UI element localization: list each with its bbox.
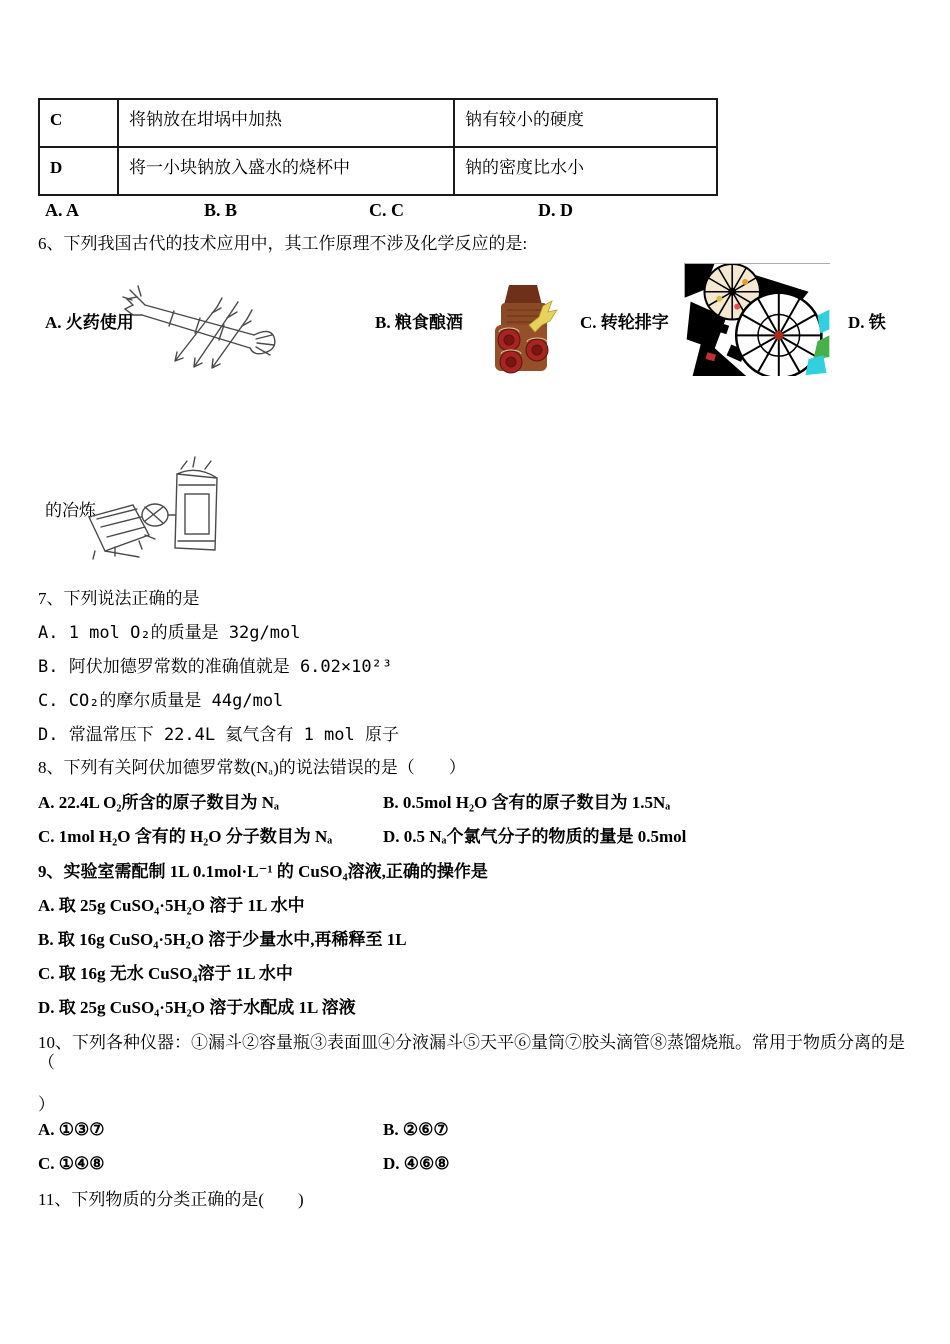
q8-options [38,793,920,847]
q10-option-d: D. ④⑥⑧ [383,1154,450,1173]
q7-option-a: A. 1 mol O₂的质量是 32g/mol [38,623,301,643]
q11-question-text: 11、下列物质的分类正确的是( ) [38,1190,304,1209]
q9-option-c: C. 取 16g 无水 CuSO₄溶于 1L 水中 [38,964,293,983]
q9-option-b: B. 取 16g CuSO₄·5H₂O 溶于少量水中,再稀释至 1L [38,930,407,949]
q6-figures [38,254,920,584]
q5-option-d: D. D [538,200,573,220]
wine-vessel-image [478,283,572,375]
q7-option-d: D. 常温常压下 22.4L 氦气含有 1 mol 原子 [38,725,399,745]
q6-option-c-label: C. 转轮排字 [580,313,669,332]
q10-question-wrap: ） [38,1095,55,1114]
q8-option-c: C. 1mol H₂O 含有的 H₂O 分子数目为 Nₐ [38,827,333,846]
q5-option-c: C. C [369,200,404,220]
table-cell-operation: 将钠放在坩埚中加热 [118,99,454,147]
table-row [39,99,717,147]
q10-option-a: A. ①③⑦ [38,1120,105,1139]
table-cell-conclusion: 钠有较小的硬度 [454,99,717,147]
table-cell-operation: 将一小块钠放入盛水的烧杯中 [118,147,454,195]
q9-option-d: D. 取 25g CuSO₄·5H₂O 溶于水配成 1L 溶液 [38,998,356,1017]
fire-dragon-rocket-image [112,269,292,369]
iron-smelting-image [75,454,235,564]
table-cell-option-letter: D [39,147,118,195]
q6-option-b-label: B. 粮食酿酒 [375,313,463,332]
q6-option-a-label: A. 火药使用 [45,313,134,332]
q10-option-c: C. ①④⑧ [38,1154,105,1173]
q10-question-text: 10、下列各种仪器：①漏斗②容量瓶③表面皿④分液漏斗⑤天平⑥量筒⑦胶头滴管⑧蒸馏烧瓶。常用于物质分离的是（ [38,1033,905,1072]
experiment-table [38,98,718,196]
q5-option-a: A. A [45,200,80,220]
q6-question-text: 6、下列我国古代的技术应用中，其工作原理不涉及化学反应的是: [38,234,528,253]
table-cell-conclusion: 钠的密度比水小 [454,147,717,195]
q5-answer-row [38,200,920,220]
q8-option-a: A. 22.4L O₂所含的原子数目为 Nₐ [38,793,279,812]
q10-option-b: B. ②⑥⑦ [383,1120,449,1139]
q7-option-c: C. CO₂的摩尔质量是 44g/mol [38,691,284,711]
q5-option-b: B. B [204,200,238,220]
q6-option-d-label: D. 铁 [848,313,886,332]
q6-option-d-wrap-label: 的冶炼 [45,501,96,520]
table-row [39,147,717,195]
q8-option-b: B. 0.5mol H₂O 含有的原子数目为 1.5Nₐ [383,793,671,812]
q7-option-b: B. 阿伏加德罗常数的准确值就是 6.02×10²³ [38,657,393,677]
q9-question-text: 9、实验室需配制 1L 0.1mol·L⁻¹ 的 CuSO₄溶液,正确的操作是 [38,862,488,881]
table-cell-option-letter: C [39,99,118,147]
q8-option-d: D. 0.5 Nₐ个氯气分子的物质的量是 0.5mol [383,827,687,846]
q8-question-text: 8、下列有关阿伏加德罗常数(Nₐ)的说法错误的是（ ） [38,758,466,777]
q10-options [38,1120,920,1174]
typesetting-wheel-image [684,263,830,376]
q7-question-text: 7、下列说法正确的是 [38,589,200,608]
q9-option-a: A. 取 25g CuSO₄·5H₂O 溶于 1L 水中 [38,896,305,915]
